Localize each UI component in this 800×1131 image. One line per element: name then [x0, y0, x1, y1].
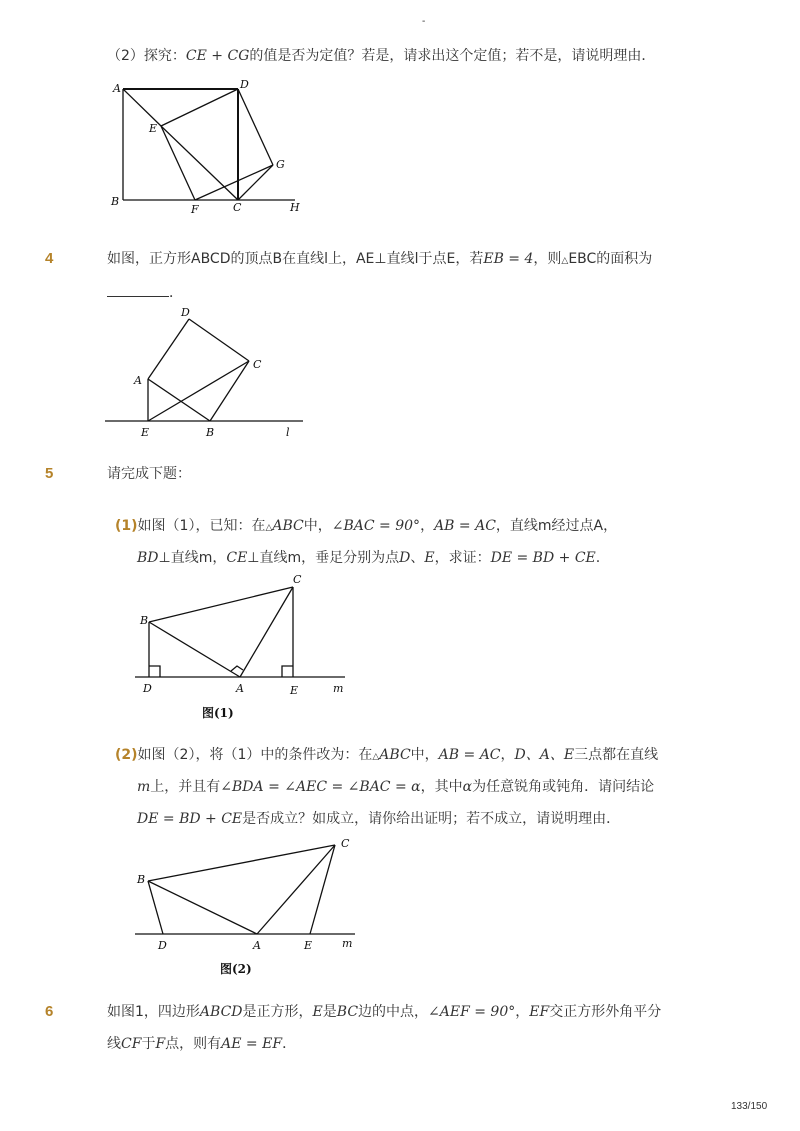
q4-text	[107, 248, 652, 272]
fig1-label-d: D	[143, 682, 152, 695]
q4-expr: EB = 4	[483, 251, 534, 267]
q5-p1-line2	[137, 547, 600, 569]
q3-part2-text	[107, 45, 655, 67]
q5-p1-abc: ABC	[272, 518, 304, 534]
q5-p2-label: (2)	[115, 747, 138, 763]
q3-label-h: H	[290, 201, 300, 214]
fig1-caption: 图(1)	[202, 706, 234, 720]
q3-part2-question: 的值是否为定值？若是，请求出这个定值；若不是，请说明理由．	[249, 48, 656, 64]
q4-label-l: l	[286, 426, 290, 439]
page-number: 133/150	[731, 1101, 768, 1112]
q6-text-a: 如图1，四边形	[107, 1004, 200, 1020]
q5-p2-line1	[115, 744, 658, 768]
q5-p1-conclusion: DE = BD + CE	[490, 550, 596, 566]
q5-p2-text-e: 上，并且有	[150, 779, 221, 795]
q5-p1-text-g: ，求证：	[434, 550, 491, 566]
q4-text-a: 如图，正方形ABCD的顶点B在直线l上，AE⊥直线l于点E，若	[107, 251, 484, 267]
q6-text-g: 线	[107, 1036, 121, 1052]
q4-triangle: △	[561, 256, 569, 266]
q5-p2-text-b: 中，	[410, 747, 439, 763]
q4-label-a: A	[134, 374, 142, 387]
q5-p2-alpha: α	[462, 779, 473, 795]
q5-p1-text-d: ，直线m经过点A，	[495, 518, 618, 534]
q5-number: 5	[45, 465, 54, 482]
q6-text-f: 交正方形外角平分	[549, 1004, 662, 1020]
q4-text-b: ，则	[533, 251, 562, 267]
q5-p1-d: D	[399, 550, 411, 566]
q5-intro: 请完成下题：	[107, 466, 191, 482]
q3-label-c: C	[233, 201, 242, 214]
q4-label-d: D	[181, 306, 190, 319]
q5-p2-angles: ∠BDA = ∠AEC = ∠BAC = α	[220, 779, 421, 795]
q5-p1-label: (1)	[115, 518, 138, 534]
q6-bc: BC	[336, 1004, 359, 1020]
q3-label-g: G	[276, 158, 285, 171]
q5-p2-text-c: ，	[500, 747, 515, 763]
q5-p2-line2	[137, 776, 654, 798]
q3-figure	[105, 78, 310, 216]
q6-text-h: 于	[141, 1036, 156, 1052]
q6-eq: AE = EF	[221, 1036, 283, 1052]
q5-p1-text-c: ，	[420, 518, 435, 534]
q6-text-d: 边的中点，	[358, 1004, 429, 1020]
q5-p2-text-a: 如图（2），将（1）中的条件改为：在	[137, 747, 373, 763]
fig1-label-b: B	[140, 614, 149, 627]
q6-line2	[107, 1033, 296, 1055]
q5-p2-m: m	[137, 779, 151, 795]
q5-p2-text-d: 三点都在直线	[574, 747, 659, 763]
q6-angle: ∠AEF = 90°	[428, 1004, 516, 1020]
q5-p2-line3	[137, 808, 620, 830]
fig1-label-e: E	[290, 684, 299, 697]
fig1-label-m: m	[333, 682, 344, 695]
q3-label-d: D	[240, 78, 249, 91]
q6-text-e: ，	[515, 1004, 530, 1020]
fig2-label-e: E	[304, 939, 313, 952]
q3-label-e: E	[149, 122, 158, 135]
q6-number: 6	[45, 1003, 54, 1020]
q6-abcd: ABCD	[199, 1004, 243, 1020]
q3-part2-prefix: （2）探究：	[107, 48, 186, 64]
q3-label-f: F	[191, 203, 199, 216]
q5-p1-ce: CE	[226, 550, 248, 566]
q4-label-e: E	[141, 426, 150, 439]
q3-part2-expr: CE + CG	[185, 48, 250, 64]
q5-p2-conclusion: DE = BD + CE	[137, 811, 243, 827]
q3-label-a: A	[113, 82, 121, 95]
q4-text-c: EBC的面积为	[568, 251, 653, 267]
q6-cf: CF	[121, 1036, 142, 1052]
q6-text-i: 点，则有	[165, 1036, 222, 1052]
q4-label-b: B	[206, 426, 215, 439]
header-mark: -	[422, 16, 426, 27]
q5-p1-sep: 、	[410, 550, 425, 566]
q5-p1-eq: AB = AC	[434, 518, 496, 534]
q5-figure-1	[130, 570, 360, 725]
q3-label-b: B	[111, 195, 120, 208]
q5-p1-text-a: 如图（1），已知：在	[137, 518, 266, 534]
q5-p1-text-b: 中，	[303, 518, 332, 534]
q6-text-b: 是正方形，	[242, 1004, 313, 1020]
q5-p2-eq: AB = AC	[438, 747, 501, 763]
q6-end: ．	[282, 1036, 297, 1052]
q5-p1-bd: BD	[137, 550, 159, 566]
q5-p2-points: D、A、E	[514, 747, 575, 763]
q5-p2-text-f: ，其中	[420, 779, 463, 795]
q5-p2-text-g: 为任意锐角或钝角．请问结论	[472, 779, 655, 795]
fig1-label-a: A	[236, 682, 244, 695]
q5-p1-text-f: ⊥直线m，垂足分别为点	[247, 550, 400, 566]
q4-end: ．	[169, 285, 183, 301]
fig2-caption: 图(2)	[220, 962, 252, 976]
q6-text-c: 是	[322, 1004, 337, 1020]
q5-p2-abc: ABC	[379, 747, 411, 763]
q6-f: F	[155, 1036, 166, 1052]
q5-p1-angle: ∠BAC = 90°	[331, 518, 421, 534]
q6-ef: EF	[529, 1004, 550, 1020]
q5-figure-2	[130, 832, 370, 982]
fig2-label-c: C	[341, 837, 350, 850]
q6-line1	[107, 1001, 661, 1023]
q6-e: E	[312, 1004, 323, 1020]
q5-p1-text-e: ⊥直线m，	[158, 550, 227, 566]
q5-p1-line1	[115, 515, 617, 539]
q5-p1-e: E	[424, 550, 435, 566]
fig1-label-c: C	[293, 573, 302, 586]
q5-p1-triangle: △	[265, 523, 273, 533]
q4-number: 4	[45, 250, 54, 267]
q5-p2-text-h: 是否成立？如成立，请你给出证明；若不成立，请说明理由．	[242, 811, 621, 827]
fig2-label-m: m	[342, 937, 353, 950]
fig2-label-d: D	[158, 939, 167, 952]
q5-p2-triangle: △	[372, 752, 380, 762]
q4-answer-blank	[107, 282, 169, 297]
fig2-label-a: A	[253, 939, 261, 952]
q5-p1-end: .	[595, 550, 601, 566]
q4-figure	[100, 300, 310, 442]
fig2-label-b: B	[137, 873, 146, 886]
q4-label-c: C	[253, 358, 262, 371]
